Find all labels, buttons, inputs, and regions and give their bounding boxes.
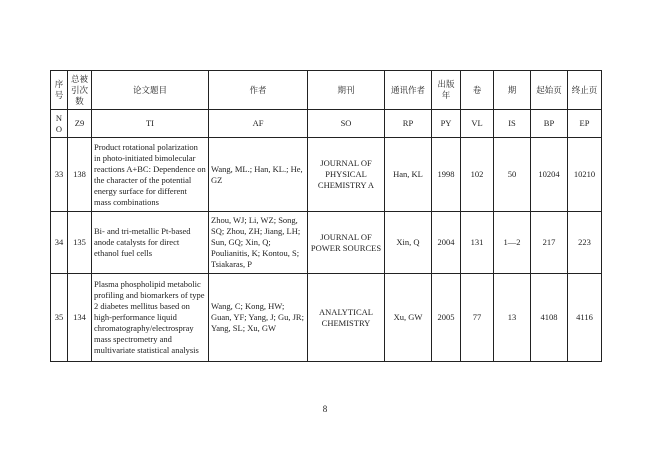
cell-no: 35 — [51, 274, 68, 362]
header-cell-no-code: NO — [51, 110, 68, 138]
cell-year: 2005 — [432, 274, 461, 362]
header-cell-authors-cn: 作者 — [209, 71, 308, 110]
cell-title: Product rotational polarization in photo-initiated bimolecular reactions A+BC: Dependence on the character of the potential energy surface for different mass combinations — [92, 138, 209, 212]
header-row-codes — [51, 110, 602, 138]
cell-begin-page: 217 — [531, 212, 568, 274]
header-cell-rp-code: RP — [385, 110, 432, 138]
table-row — [51, 212, 602, 274]
cell-journal: JOURNAL OF PHYSICAL CHEMISTRY A — [308, 138, 385, 212]
references-table — [50, 70, 602, 362]
header-cell-year-cn: 出版年 — [432, 71, 461, 110]
header-cell-is-code: IS — [494, 110, 531, 138]
cell-corresponding-author: Xin, Q — [385, 212, 432, 274]
cell-year: 2004 — [432, 212, 461, 274]
cell-issue: 1—2 — [494, 212, 531, 274]
cell-journal: JOURNAL OF POWER SOURCES — [308, 212, 385, 274]
header-cell-journal-cn: 期刊 — [308, 71, 385, 110]
cell-year: 1998 — [432, 138, 461, 212]
header-cell-begin-page-cn: 起始页 — [531, 71, 568, 110]
page-number: 8 — [322, 404, 328, 414]
header-cell-bp-code: BP — [531, 110, 568, 138]
cell-begin-page: 4108 — [531, 274, 568, 362]
header-cell-vl-code: VL — [461, 110, 494, 138]
header-cell-volume-cn: 卷 — [461, 71, 494, 110]
header-row-chinese — [51, 71, 602, 110]
header-cell-title-cn: 论文题目 — [92, 71, 209, 110]
header-cell-z9-code: Z9 — [68, 110, 92, 138]
cell-begin-page: 10204 — [531, 138, 568, 212]
header-cell-ti-code: TI — [92, 110, 209, 138]
table-row — [51, 274, 602, 362]
cell-authors: Zhou, WJ; Li, WZ; Song, SQ; Zhou, ZH; Jiang, LH; Sun, GQ; Xin, Q; Poulianitis, K; Kontou, S; Tsiakaras, P — [209, 212, 308, 274]
cell-end-page: 10210 — [568, 138, 602, 212]
cell-authors: Wang, C; Kong, HW; Guan, YF; Yang, J; Gu, JR; Yang, SL; Xu, GW — [209, 274, 308, 362]
table-row — [51, 138, 602, 212]
cell-journal: ANALYTICAL CHEMISTRY — [308, 274, 385, 362]
cell-citations: 134 — [68, 274, 92, 362]
header-cell-af-code: AF — [209, 110, 308, 138]
cell-no: 33 — [51, 138, 68, 212]
cell-issue: 13 — [494, 274, 531, 362]
cell-title: Bi- and tri-metallic Pt-based anode catalysts for direct ethanol fuel cells — [92, 212, 209, 274]
cell-corresponding-author: Han, KL — [385, 138, 432, 212]
cell-corresponding-author: Xu, GW — [385, 274, 432, 362]
cell-citations: 135 — [68, 212, 92, 274]
cell-end-page: 4116 — [568, 274, 602, 362]
cell-title: Plasma phospholipid metabolic profiling and biomarkers of type 2 diabetes mellitus based on high-performance liquid chromatography/electrospray mass spectrometry and multivariate statistical analysis — [92, 274, 209, 362]
header-cell-no-cn: 序号 — [51, 71, 68, 110]
cell-issue: 50 — [494, 138, 531, 212]
header-cell-ep-code: EP — [568, 110, 602, 138]
cell-citations: 138 — [68, 138, 92, 212]
header-cell-corresponding-cn: 通讯作者 — [385, 71, 432, 110]
cell-volume: 77 — [461, 274, 494, 362]
header-cell-py-code: PY — [432, 110, 461, 138]
cell-volume: 131 — [461, 212, 494, 274]
cell-end-page: 223 — [568, 212, 602, 274]
cell-no: 34 — [51, 212, 68, 274]
cell-volume: 102 — [461, 138, 494, 212]
header-cell-issue-cn: 期 — [494, 71, 531, 110]
header-cell-citations-cn: 总被引次数 — [68, 71, 92, 110]
header-cell-so-code: SO — [308, 110, 385, 138]
header-cell-end-page-cn: 终止页 — [568, 71, 602, 110]
cell-authors: Wang, ML.; Han, KL.; He, GZ — [209, 138, 308, 212]
